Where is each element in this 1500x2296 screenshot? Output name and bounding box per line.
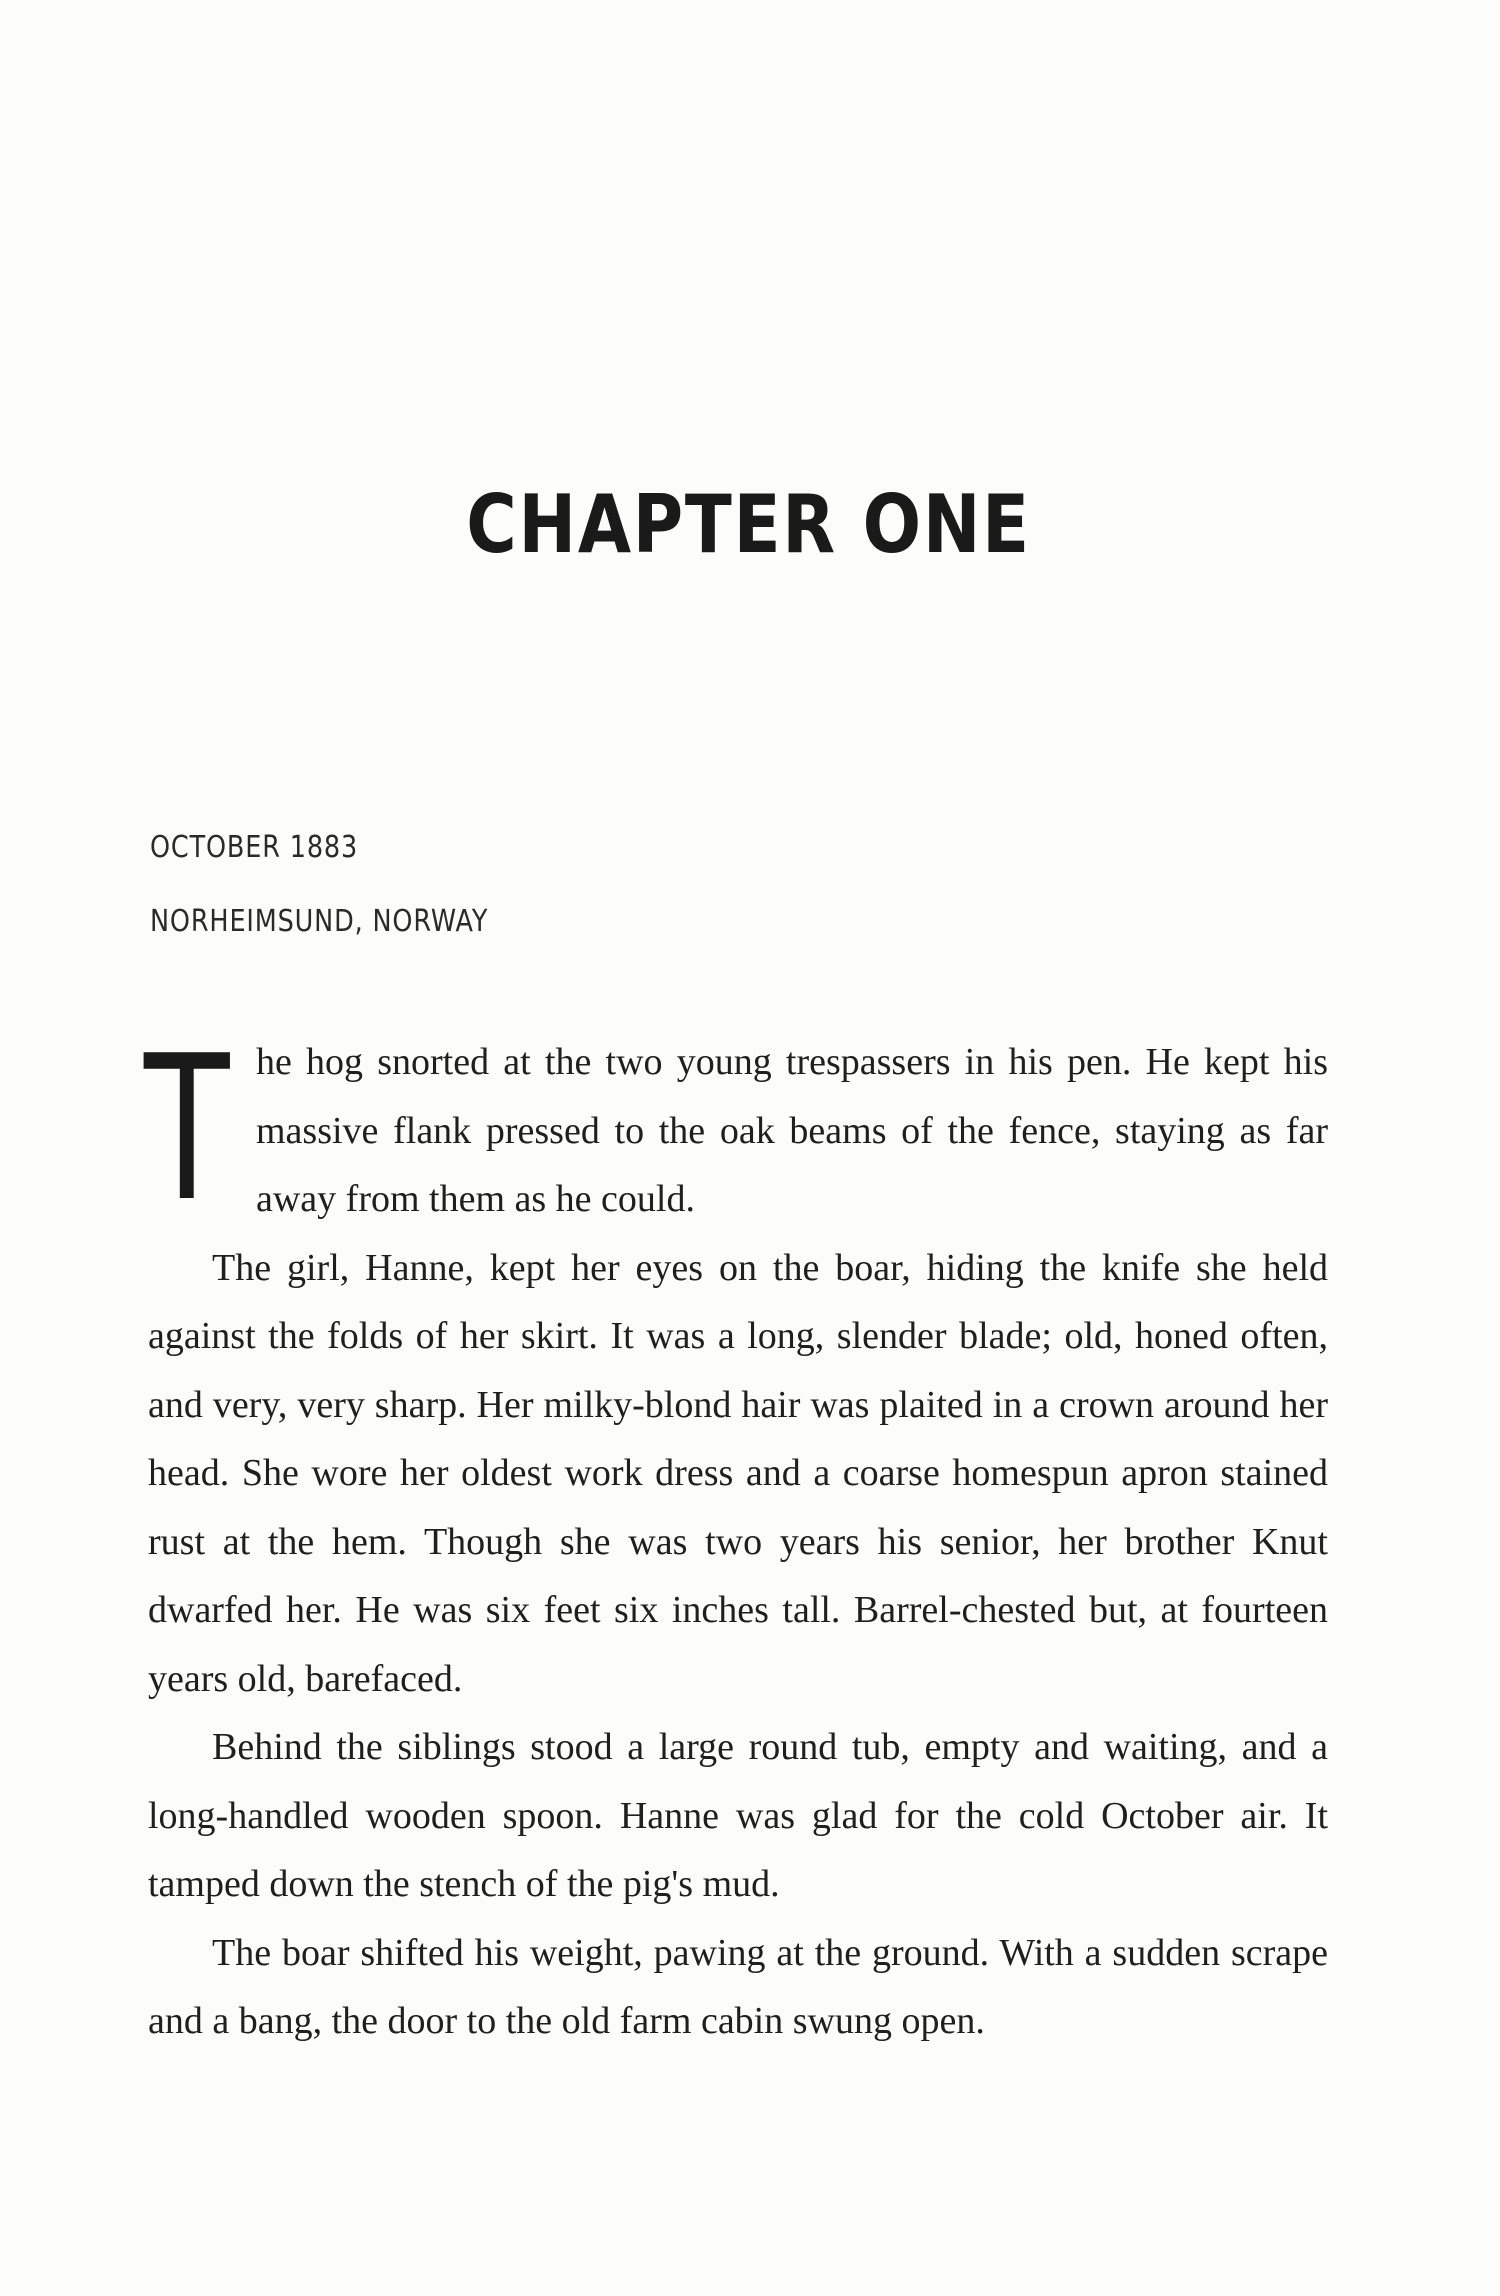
chapter-body: [144, 1013, 1328, 2056]
chapter-title: CHAPTER ONE: [466, 478, 1031, 571]
chapter-date: OCTOBER 1883: [150, 830, 359, 865]
paragraph-1: [144, 1013, 1328, 1246]
paragraph-3: Behind the siblings stood a large round tub, empty and waiting, and a long-handled wooden spoon. Hanne was glad for the cold October air. It tamped down the stench of the pig's mud.: [148, 1726, 1328, 1905]
paragraph-2: The girl, Hanne, kept her eyes on the boar, hiding the knife she held against the folds of her skirt. It was a long, slender blade; old, honed often, and very, very sharp. Her milky-blond hair was plaited in a crown around her head. She wore her oldest work dress and a coarse homespun apron stained rust at the hem. Though she was two years his senior, her brother Knut dwarfed her. He was six feet six inches tall. Barrel-chested but, at fourteen years old, barefaced.: [148, 1246, 1328, 1700]
drop-cap: T: [144, 1013, 230, 1246]
paragraph-1-text: he hog snorted at the two young trespassers in his pen. He kept his massive flank pressed to the oak beams of the fence, staying as far away from them as he could.: [256, 1041, 1328, 1220]
chapter-place: NORHEIMSUND, NORWAY: [150, 904, 489, 939]
paragraph-4: The boar shifted his weight, pawing at the ground. With a sudden scrape and a bang, the door to the old farm cabin swung open.: [148, 1931, 1328, 2042]
